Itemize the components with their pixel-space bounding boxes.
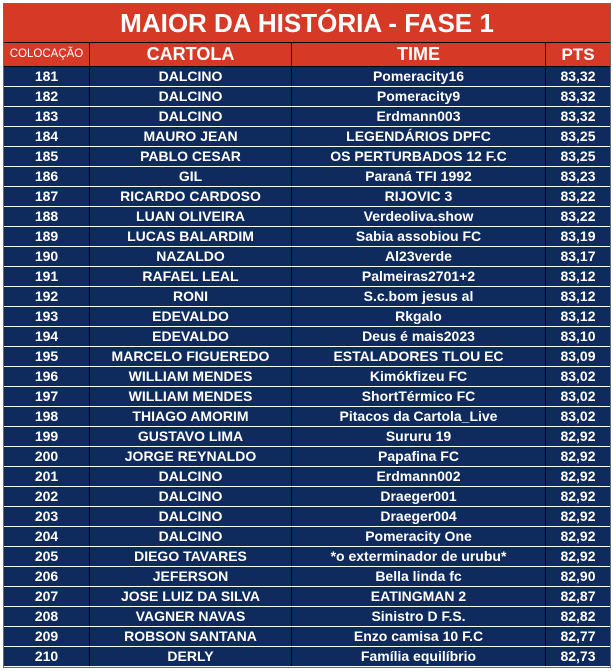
time-cell: Draeger001 (292, 487, 546, 506)
cartola-cell: DALCINO (90, 87, 292, 106)
cartola-cell: LUCAS BALARDIM (90, 227, 292, 246)
table-row (4, 287, 610, 307)
table-row (4, 247, 610, 267)
cartola-cell: DALCINO (90, 487, 292, 506)
position-cell: 189 (4, 227, 90, 246)
pts-cell: 83,12 (560, 308, 596, 324)
cartola-cell: DERLY (90, 647, 292, 666)
table-row (4, 267, 610, 287)
time-cell: Verdeoliva.show (292, 207, 546, 226)
cartola-cell: JEFERSON (90, 567, 292, 586)
table-row (4, 87, 610, 107)
time-cell: Papafina FC (292, 447, 546, 466)
position-cell: 207 (4, 587, 90, 606)
table-row (4, 587, 610, 607)
cartola-cell: DALCINO (90, 107, 292, 126)
pts-cell: 82,87 (560, 588, 596, 604)
time-cell: OS PERTURBADOS 12 F.C (292, 147, 546, 166)
time-cell: Bella linda fc (292, 567, 546, 586)
pts-cell: 82,73 (560, 648, 596, 664)
table-row (4, 527, 610, 547)
position-cell: 197 (4, 387, 90, 406)
table-row (4, 167, 610, 187)
table-row (4, 127, 610, 147)
position-cell: 199 (4, 427, 90, 446)
time-cell: Sururu 19 (292, 427, 546, 446)
table-row (4, 427, 610, 447)
pts-cell: 83,25 (560, 128, 596, 144)
position-cell: 198 (4, 407, 90, 426)
pts-cell: 82,92 (560, 448, 596, 464)
cartola-cell: GIL (90, 167, 292, 186)
time-cell: S.c.bom jesus al (292, 287, 546, 306)
pts-cell: 83,32 (560, 68, 596, 84)
position-cell: 195 (4, 347, 90, 366)
table-title: MAIOR DA HISTÓRIA - FASE 1 (4, 4, 610, 43)
pts-cell: 83,12 (560, 268, 596, 284)
table-row (4, 187, 610, 207)
position-cell: 210 (4, 647, 90, 666)
cartola-cell: EDEVALDO (90, 327, 292, 346)
position-cell: 200 (4, 447, 90, 466)
position-cell: 201 (4, 467, 90, 486)
table-row (4, 227, 610, 247)
pts-cell: 82,77 (560, 628, 596, 644)
cartola-cell: MARCELO FIGUEREDO (90, 347, 292, 366)
table-row (4, 147, 610, 167)
position-cell: 206 (4, 567, 90, 586)
time-cell: Sabia assobiou FC (292, 227, 546, 246)
cartola-cell: NAZALDO (90, 247, 292, 266)
time-cell: Sinistro D F.S. (292, 607, 546, 626)
pts-cell: 83,25 (560, 148, 596, 164)
cartola-cell: DALCINO (90, 467, 292, 486)
ranking-table (3, 3, 611, 668)
position-cell: 204 (4, 527, 90, 546)
time-cell: Pomeracity16 (292, 67, 546, 86)
position-cell: 191 (4, 267, 90, 286)
pts-cell: 82,90 (560, 568, 596, 584)
time-cell: Draeger004 (292, 507, 546, 526)
table-row (4, 567, 610, 587)
pts-cell: 83,02 (560, 408, 596, 424)
time-cell: RIJOVIC 3 (292, 187, 546, 206)
cartola-cell: MAURO JEAN (90, 127, 292, 146)
position-cell: 188 (4, 207, 90, 226)
time-cell: Pomeracity One (292, 527, 546, 546)
pts-cell: 83,32 (560, 88, 596, 104)
pts-cell: 82,92 (560, 468, 596, 484)
table-row (4, 467, 610, 487)
time-cell: LEGENDÁRIOS DPFC (292, 127, 546, 146)
table-row (4, 207, 610, 227)
cartola-cell: WILLIAM MENDES (90, 367, 292, 386)
header-row (4, 43, 610, 67)
position-cell: 208 (4, 607, 90, 626)
table-row (4, 607, 610, 627)
pts-cell: 82,82 (560, 608, 596, 624)
cartola-cell: DIEGO TAVARES (90, 547, 292, 566)
cartola-cell: WILLIAM MENDES (90, 387, 292, 406)
position-cell: 185 (4, 147, 90, 166)
cartola-cell: DALCINO (90, 507, 292, 526)
time-cell: Pitacos da Cartola_Live (292, 407, 546, 426)
time-cell: *o exterminador de urubu* (292, 547, 546, 566)
cartola-cell: VAGNER NAVAS (90, 607, 292, 626)
table-row (4, 507, 610, 527)
time-cell: Al23verde (292, 247, 546, 266)
time-cell: Rkgalo (292, 307, 546, 326)
time-cell: Erdmann002 (292, 467, 546, 486)
position-cell: 183 (4, 107, 90, 126)
pts-cell: 83,02 (560, 368, 596, 384)
cartola-cell: PABLO CESAR (90, 147, 292, 166)
table-row (4, 627, 610, 647)
pts-cell: 82,92 (560, 428, 596, 444)
cartola-cell: RAFAEL LEAL (90, 267, 292, 286)
table-row (4, 347, 610, 367)
pts-cell: 83,09 (560, 348, 596, 364)
cartola-cell: LUAN OLIVEIRA (90, 207, 292, 226)
table-row (4, 367, 610, 387)
position-cell: 186 (4, 167, 90, 186)
position-cell: 203 (4, 507, 90, 526)
time-cell: Pomeracity9 (292, 87, 546, 106)
table-row (4, 327, 610, 347)
time-cell: Deus é mais2023 (292, 327, 546, 346)
table-row (4, 487, 610, 507)
pts-cell: 83,17 (560, 248, 596, 264)
pts-cell: 83,22 (560, 208, 596, 224)
time-cell: ShortTérmico FC (292, 387, 546, 406)
cartola-cell: JOSE LUIZ DA SILVA (90, 587, 292, 606)
cartola-cell: JORGE REYNALDO (90, 447, 292, 466)
position-cell: 194 (4, 327, 90, 346)
cartola-cell: THIAGO AMORIM (90, 407, 292, 426)
table-body (4, 67, 610, 667)
position-cell: 181 (4, 67, 90, 86)
cartola-cell: EDEVALDO (90, 307, 292, 326)
cartola-cell: DALCINO (90, 527, 292, 546)
header-time: TIME (292, 43, 546, 66)
time-cell: Enzo camisa 10 F.C (292, 627, 546, 646)
pts-cell: 83,10 (560, 328, 596, 344)
cartola-cell: RICARDO CARDOSO (90, 187, 292, 206)
pts-cell: 83,23 (560, 168, 596, 184)
header-colocacao: COLOCAÇÃO (4, 43, 90, 66)
cartola-cell: GUSTAVO LIMA (90, 427, 292, 446)
pts-cell: 83,12 (560, 288, 596, 304)
position-cell: 182 (4, 87, 90, 106)
pts-cell: 82,92 (560, 548, 596, 564)
position-cell: 190 (4, 247, 90, 266)
position-cell: 205 (4, 547, 90, 566)
position-cell: 202 (4, 487, 90, 506)
cartola-cell: ROBSON SANTANA (90, 627, 292, 646)
table-row (4, 107, 610, 127)
table-row (4, 407, 610, 427)
pts-cell: 82,92 (560, 528, 596, 544)
pts-cell: 83,19 (560, 228, 596, 244)
pts-cell: 82,92 (560, 488, 596, 504)
pts-cell: 82,92 (560, 508, 596, 524)
time-cell: Paraná TFI 1992 (292, 167, 546, 186)
position-cell: 184 (4, 127, 90, 146)
table-row (4, 387, 610, 407)
table-row (4, 447, 610, 467)
position-cell: 209 (4, 627, 90, 646)
time-cell: Kimókfizeu FC (292, 367, 546, 386)
header-pts: PTS (561, 45, 595, 64)
cartola-cell: RONI (90, 287, 292, 306)
time-cell: Família equilíbrio (292, 647, 546, 666)
header-cartola: CARTOLA (90, 43, 292, 66)
pts-cell: 83,32 (560, 108, 596, 124)
cartola-cell: DALCINO (90, 67, 292, 86)
position-cell: 192 (4, 287, 90, 306)
table-row (4, 307, 610, 327)
time-cell: EATINGMAN 2 (292, 587, 546, 606)
time-cell: Erdmann003 (292, 107, 546, 126)
time-cell: ESTALADORES TLOU EC (292, 347, 546, 366)
position-cell: 187 (4, 187, 90, 206)
pts-cell: 83,22 (560, 188, 596, 204)
table-row (4, 647, 610, 667)
time-cell: Palmeiras2701+2 (292, 267, 546, 286)
position-cell: 193 (4, 307, 90, 326)
pts-cell: 83,02 (560, 388, 596, 404)
table-row (4, 67, 610, 87)
position-cell: 196 (4, 367, 90, 386)
table-row (4, 547, 610, 567)
